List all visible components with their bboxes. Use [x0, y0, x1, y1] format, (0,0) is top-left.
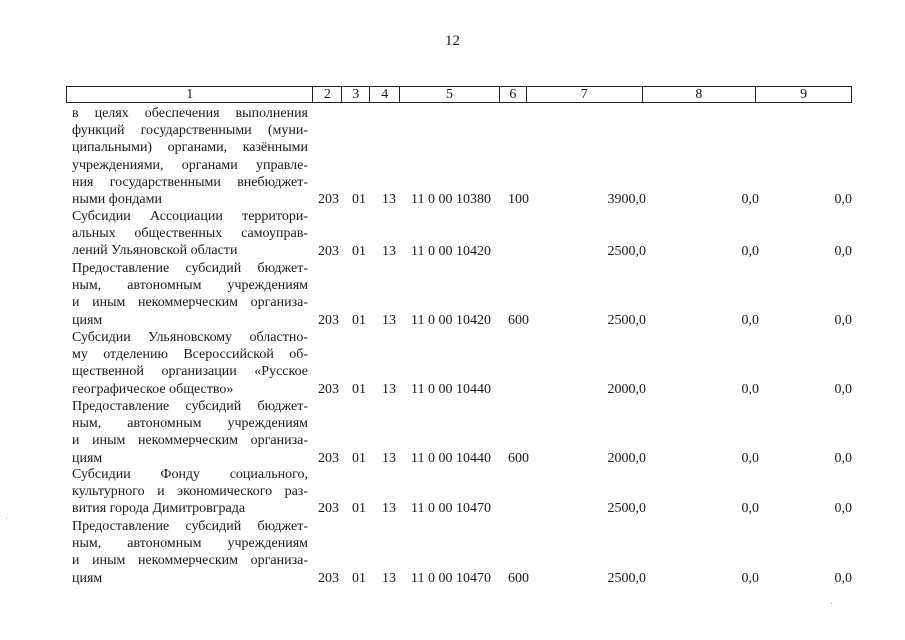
description-line: ным, автономным учреждениям	[72, 536, 308, 552]
cell-amount-9: 0,0	[834, 244, 852, 259]
description-line: Предоставление субсидий бюджет-	[72, 399, 308, 414]
cell-amount-9: 0,0	[834, 382, 852, 397]
cell-ministry-code: 203	[318, 192, 339, 207]
cell-section: 01	[352, 382, 366, 397]
cell-subsection: 13	[382, 244, 396, 259]
cell-target-article: 11 0 00 10420	[411, 244, 491, 259]
cell-ministry-code: 203	[318, 382, 339, 397]
cell-amount-7: 2500,0	[607, 313, 646, 328]
cell-target-article: 11 0 00 10470	[411, 571, 491, 586]
description-line: в целях обеспечения выполнения	[72, 106, 308, 121]
cell-amount-7: 2500,0	[607, 571, 646, 586]
cell-amount-9: 0,0	[834, 571, 852, 586]
cell-amount-9: 0,0	[834, 313, 852, 328]
header-col-3: 3	[342, 87, 370, 102]
description-line: Субсидии Ульяновскому областно-	[72, 330, 308, 345]
description-line: Субсидии Ассоциации территори-	[72, 209, 308, 224]
header-col-8: 8	[643, 87, 757, 102]
cell-expense-type: 600	[508, 451, 529, 466]
header-col-1: 1	[67, 87, 313, 102]
row-description	[72, 105, 308, 208]
cell-subsection: 13	[382, 192, 396, 207]
description-line: ным, автономным учреждениям	[72, 416, 308, 432]
cell-subsection: 13	[382, 571, 396, 586]
cell-expense-type: 600	[508, 313, 529, 328]
cell-section: 01	[352, 451, 366, 466]
row-description	[72, 260, 308, 329]
description-line: Предоставление субсидий бюджет-	[72, 261, 308, 276]
description-line: циям	[72, 450, 103, 466]
row-description	[72, 329, 308, 398]
description-line: ципальными) органами, казёнными	[72, 140, 308, 156]
description-line: циям	[72, 570, 103, 586]
cell-amount-8: 0,0	[741, 571, 759, 586]
description-line: и иным некоммерческим организа-	[72, 433, 308, 449]
page-number: 12	[445, 33, 460, 49]
cell-section: 01	[352, 244, 366, 259]
description-line: ными фондами	[72, 192, 163, 208]
cell-amount-9: 0,0	[834, 451, 852, 466]
description-line: щественной организации «Русское	[72, 364, 308, 380]
cell-expense-type: 600	[508, 571, 529, 586]
description-line: Субсидии Фонду социального,	[72, 467, 308, 482]
cell-ministry-code: 203	[318, 244, 339, 259]
description-line: и иным некоммерческим организа-	[72, 553, 308, 569]
cell-subsection: 13	[382, 313, 396, 328]
scan-speck	[6, 518, 7, 519]
description-line: учреждениями, органами управле-	[72, 157, 308, 173]
description-line: ния государственными внебюджет-	[72, 174, 308, 190]
description-line: вития города Димитровграда	[72, 501, 246, 517]
scan-speck	[831, 603, 832, 604]
description-line: и иным некоммерческим организа-	[72, 295, 308, 311]
cell-amount-9: 0,0	[834, 192, 852, 207]
cell-section: 01	[352, 313, 366, 328]
description-line: функций государственными (муни-	[72, 123, 308, 139]
cell-amount-8: 0,0	[741, 192, 759, 207]
row-description	[72, 398, 308, 467]
cell-ministry-code: 203	[318, 451, 339, 466]
header-col-9: 9	[800, 87, 808, 102]
description-line: географическое общество»	[72, 381, 234, 397]
cell-subsection: 13	[382, 382, 396, 397]
row-description	[72, 208, 308, 260]
cell-section: 01	[352, 501, 366, 516]
row-description	[72, 466, 308, 518]
cell-amount-7: 2500,0	[607, 244, 646, 259]
cell-amount-8: 0,0	[741, 451, 759, 466]
cell-amount-8: 0,0	[741, 244, 759, 259]
table-header-row	[66, 86, 852, 103]
cell-target-article: 11 0 00 10470	[411, 501, 491, 516]
cell-amount-8: 0,0	[741, 382, 759, 397]
cell-subsection: 13	[382, 501, 396, 516]
cell-expense-type: 100	[508, 192, 529, 207]
cell-amount-9: 0,0	[834, 501, 852, 516]
header-col-6: 6	[500, 87, 527, 102]
description-line: му отделению Всероссийской об-	[72, 347, 308, 363]
header-col-4: 4	[370, 87, 400, 102]
cell-subsection: 13	[382, 451, 396, 466]
cell-target-article: 11 0 00 10380	[411, 192, 491, 207]
header-col-7: 7	[527, 87, 643, 102]
cell-section: 01	[352, 571, 366, 586]
description-line: культурного и экономического раз-	[72, 484, 308, 500]
row-description	[72, 518, 308, 587]
cell-amount-7: 2500,0	[607, 501, 646, 516]
description-line: альных общественных самоуправ-	[72, 226, 308, 242]
header-col-2: 2	[313, 87, 342, 102]
description-line: ным, автономным учреждениям	[72, 278, 308, 294]
cell-ministry-code: 203	[318, 501, 339, 516]
cell-amount-8: 0,0	[741, 501, 759, 516]
cell-amount-7: 3900,0	[607, 192, 646, 207]
cell-target-article: 11 0 00 10440	[411, 451, 491, 466]
header-col-5: 5	[400, 87, 500, 102]
cell-ministry-code: 203	[318, 313, 339, 328]
description-line: циям	[72, 312, 103, 328]
cell-amount-7: 2000,0	[607, 382, 646, 397]
description-line: Предоставление субсидий бюджет-	[72, 519, 308, 534]
cell-amount-7: 2000,0	[607, 451, 646, 466]
cell-amount-8: 0,0	[741, 313, 759, 328]
cell-section: 01	[352, 192, 366, 207]
description-line: лений Ульяновской области	[72, 243, 238, 259]
cell-target-article: 11 0 00 10440	[411, 382, 491, 397]
cell-ministry-code: 203	[318, 571, 339, 586]
cell-target-article: 11 0 00 10420	[411, 313, 491, 328]
